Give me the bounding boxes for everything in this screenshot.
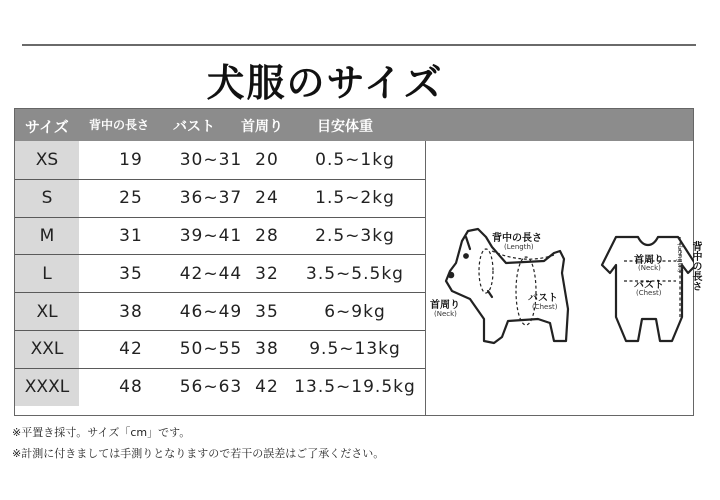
garment-chest-label: バスト bbox=[634, 280, 664, 291]
table-row bbox=[15, 292, 425, 330]
table-row bbox=[15, 217, 425, 255]
page-title: 犬服のサイズ bbox=[206, 61, 444, 105]
size-cell: L bbox=[15, 255, 79, 292]
header-length: 背中の長さ bbox=[89, 118, 150, 132]
dog-length-en: (Length) bbox=[504, 243, 534, 251]
footnote-measure-unit: ※平置き採寸。サイズ「cm」です。 bbox=[12, 426, 191, 439]
neck-cell: 35 bbox=[255, 301, 279, 322]
neck-cell: 28 bbox=[255, 225, 279, 246]
size-cell: XXXL bbox=[15, 369, 79, 406]
table-row bbox=[15, 179, 425, 217]
length-cell: 25 bbox=[119, 188, 143, 209]
chest-cell: 50~55 bbox=[179, 339, 243, 360]
table-row bbox=[15, 368, 425, 406]
header-chest: バスト bbox=[173, 119, 215, 135]
dog-neck-en: (Neck) bbox=[434, 310, 457, 318]
chest-cell: 39~41 bbox=[179, 225, 243, 246]
size-cell: XXL bbox=[15, 331, 79, 368]
length-cell: 38 bbox=[119, 301, 143, 322]
neck-cell: 42 bbox=[255, 377, 279, 398]
weight-cell: 6~9kg bbox=[324, 301, 386, 322]
garment-chest-en: (Chest) bbox=[636, 289, 662, 297]
size-table bbox=[14, 108, 701, 416]
size-cell: M bbox=[15, 218, 79, 255]
header-neck: 首周り bbox=[241, 119, 283, 135]
header-weight: 目安体重 bbox=[317, 119, 373, 135]
chest-cell: 36~37 bbox=[179, 188, 243, 209]
length-cell: 48 bbox=[119, 377, 143, 398]
header-size: サイズ bbox=[25, 118, 69, 136]
chest-cell: 46~49 bbox=[179, 301, 243, 322]
top-divider bbox=[22, 44, 696, 46]
table-row bbox=[15, 254, 425, 292]
dog-chest-en: (Chest) bbox=[532, 303, 558, 311]
measurement-diagram bbox=[425, 141, 701, 416]
neck-cell: 20 bbox=[255, 149, 279, 170]
length-cell: 35 bbox=[119, 263, 143, 284]
length-cell: 31 bbox=[119, 225, 143, 246]
garment-length-en: (Length) bbox=[676, 243, 684, 273]
garment-neck-label: 首周り bbox=[634, 255, 664, 266]
weight-cell: 3.5~5.5kg bbox=[306, 263, 404, 284]
neck-cell: 32 bbox=[255, 263, 279, 284]
weight-cell: 1.5~2kg bbox=[315, 188, 395, 209]
length-cell: 19 bbox=[119, 149, 143, 170]
size-cell: S bbox=[15, 180, 79, 217]
dog-neck-label: 首周り bbox=[430, 300, 460, 311]
dog-chest-label: バスト bbox=[528, 293, 558, 304]
weight-cell: 0.5~1kg bbox=[315, 149, 395, 170]
chest-cell: 56~63 bbox=[179, 377, 243, 398]
table-row bbox=[15, 141, 425, 179]
size-cell: XL bbox=[15, 293, 79, 330]
neck-cell: 24 bbox=[255, 188, 279, 209]
weight-cell: 13.5~19.5kg bbox=[294, 377, 416, 398]
table-header bbox=[15, 109, 693, 141]
weight-cell: 2.5~3kg bbox=[315, 225, 395, 246]
neck-cell: 38 bbox=[255, 339, 279, 360]
chest-cell: 42~44 bbox=[179, 263, 243, 284]
garment-length-label: 背中の長さ bbox=[690, 241, 701, 291]
garment-neck-en: (Neck) bbox=[638, 264, 661, 272]
footnote-tolerance: ※計測に付きましては手測りとなりますので若干の誤差はご了承ください。 bbox=[12, 447, 385, 460]
length-cell: 42 bbox=[119, 339, 143, 360]
weight-cell: 9.5~13kg bbox=[309, 339, 401, 360]
dog-length-label: 背中の長さ bbox=[492, 233, 542, 244]
size-cell: XS bbox=[15, 141, 79, 179]
chest-cell: 30~31 bbox=[179, 149, 243, 170]
table-row bbox=[15, 330, 425, 368]
